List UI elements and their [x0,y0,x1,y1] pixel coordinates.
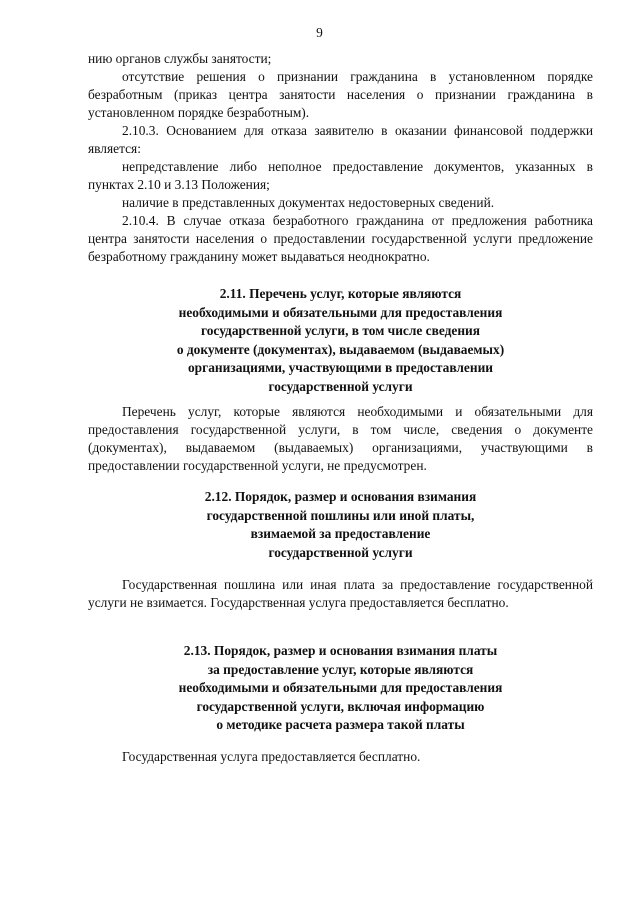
heading-line: 2.11. Перечень услуг, которые являются [219,286,462,301]
section-2-13-text [88,748,593,766]
page-number: 9 [316,25,323,40]
paragraph: нию органов службы занятости; [88,51,272,66]
top-text-block [88,50,593,266]
paragraph: Государственная пошлина или иная плата за предоставление государственной услуги не взимается. Государственная услуга предоставляется бесплатно. [88,577,593,610]
paragraph: 2.10.4. В случае отказа безработного гражданина от предложения работника центра занятости населения о предоставлении государственной услуги предложение безработному гражданину может выдаваться неоднократно. [88,213,593,264]
heading-line: государственной услуги [268,378,413,394]
heading-line: государственной пошлины или иной платы, [206,507,475,523]
heading-line: государственной услуги [268,544,413,560]
heading-line: 2.13. Порядок, размер и основания взимания платы [183,643,498,658]
section-2-12-text [88,576,593,612]
heading-line: за предоставление услуг, которые являются [207,661,474,677]
paragraph: 2.10.3. Основанием для отказа заявителю в оказании финансовой поддержки является: [88,123,593,156]
heading-line: взимаемой за предоставление [250,526,431,541]
paragraph: отсутствие решения о признании гражданина в установленном порядке безработным (приказ центра занятости населения о признании гражданина в установленном порядке безработным). [88,69,593,120]
heading-line: необходимыми и обязательными для предоставления [178,304,503,320]
paragraph: Государственная услуга предоставляется бесплатно. [122,749,421,764]
paragraph: наличие в представленных документах недостоверных сведений. [122,195,495,210]
heading-line: необходимыми и обязательными для предоставления [178,680,503,695]
section-heading-2-13 [88,642,593,735]
heading-line: о документе (документах), выдаваемом (выдаваемых) [176,341,505,357]
paragraph: непредставление либо неполное предоставление документов, указанных в пунктах 2.10 и 3.13 Положения; [88,159,593,192]
section-2-11-text [88,403,593,475]
section-heading-2-11 [88,285,593,396]
heading-line: государственной услуги, в том числе сведения [200,323,481,338]
heading-line: государственной услуги, включая информацию [196,698,485,714]
heading-line: 2.12. Порядок, размер и основания взимания [204,489,477,504]
heading-line: организациями, участвующими в предоставлении [187,360,493,375]
heading-line: о методике расчета размера такой платы [216,717,465,732]
section-heading-2-12 [88,488,593,562]
paragraph: Перечень услуг, которые являются необходимыми и обязательными для предоставления государственной услуги, в том числе, сведения о документе (документах), выдаваемом (выдаваемых) организациями, участвующими в предоставлении государственной услуги, не предусмотрен. [88,404,593,473]
